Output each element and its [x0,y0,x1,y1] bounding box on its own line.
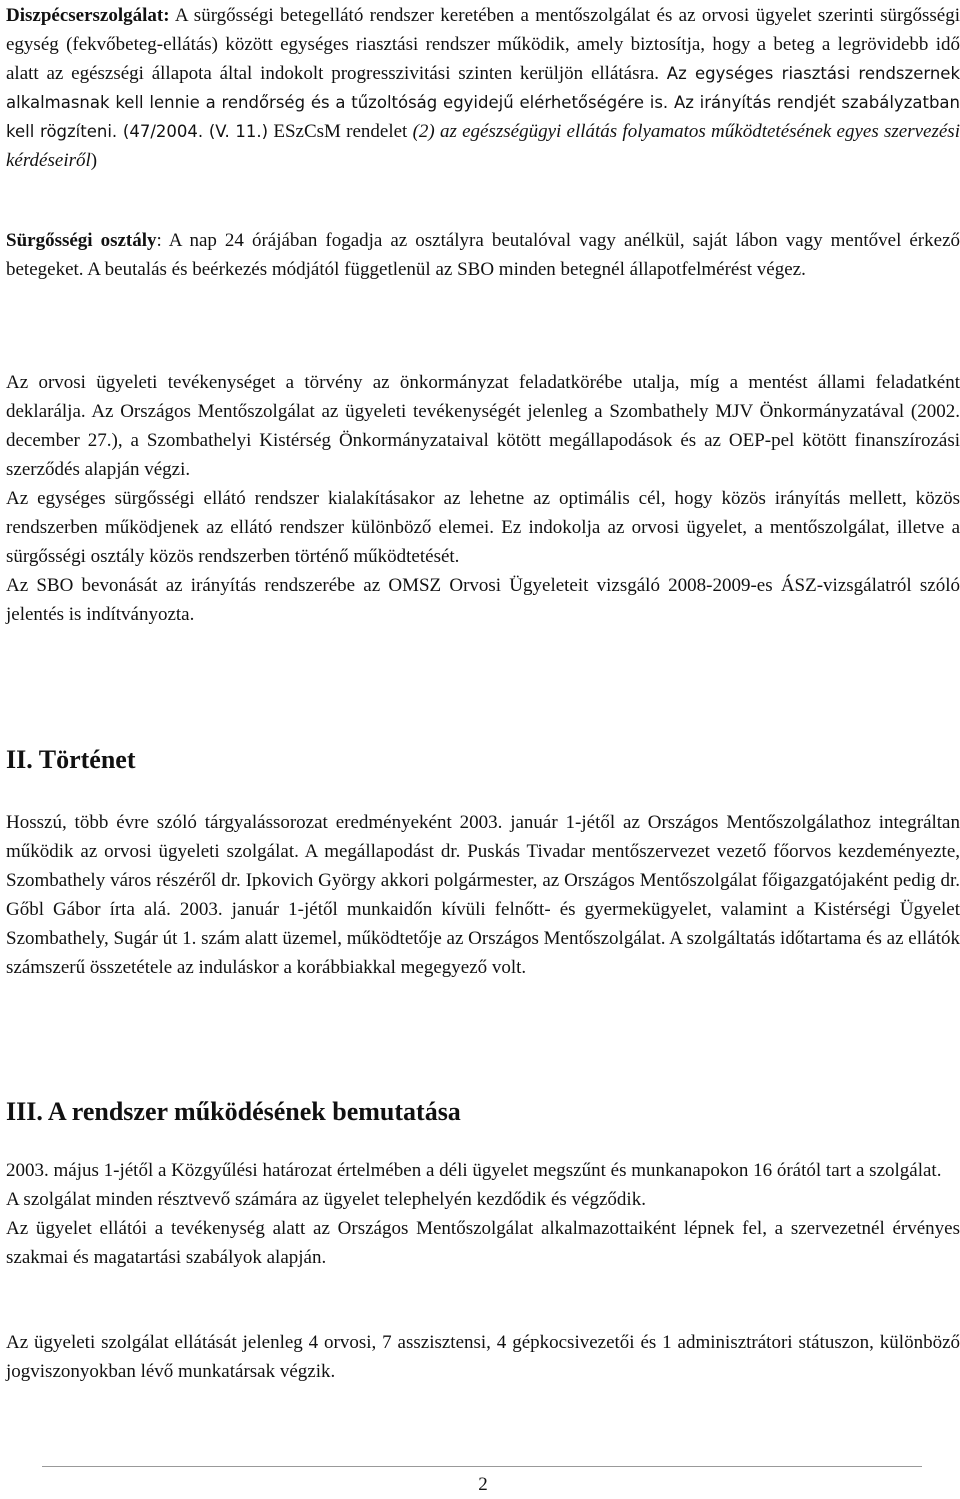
paragraph-surgossegi-osztaly [6,226,960,284]
heading-rendszer-mukodese: III. A rendszer működésének bemutatása [6,1097,461,1126]
paragraph-diszpecserszolgalat [6,1,960,175]
label-surgossegi-osztaly: Sürgősségi osztály [6,230,157,251]
paragraph-rendszer-2: A szolgálat minden résztvevő számára az ügyelet telephelyén kezdődik és végződik. [6,1189,646,1210]
paragraph-ugyelet-3: Az SBO bevonását az irányítás rendszerébe az OMSZ Orvosi Ügyeleteit vizsgáló 2008-2009-es ÁSZ-vizsgálatról szóló jelentés is indítványozta. [6,575,960,625]
paragraph-ugyelet-1: Az orvosi ügyeleti tevékenységet a törvény az önkormányzat feladatkörébe utalja, míg a mentést állami feladatként deklarálja. Az Országos Mentőszolgálat az ügyeleti tevékenységét jelenleg a Szombathely MJV Önkormányzatával (2002. december 27.), a Szombathelyi Kistérség Önkormányzataival kötött megállapodások és az OEP-pel kötött finanszírozási szerződés alapján végzi. [6,372,960,480]
paragraph-allomany: Az ügyeleti szolgálat ellátását jelenleg 4 orvosi, 7 asszisztensi, 4 gépkocsivezetői és 1 adminisztrátori státuszon, különböző jogviszonyokban lévő munkatársak végzik. [6,1332,960,1382]
section-rendszer [6,1156,960,1272]
heading-tortenet: II. Történet [6,745,136,774]
page-number: 2 [478,1474,488,1495]
text-diszpecser-1: A sürgősségi betegellátó rendszer keretében a mentőszolgálat és az orvosi ügyelet szerinti sürgősségi egység (fekvőbeteg-ellátás) között egységes riasztási rendszer működik, amely biztosítja, hogy a beteg a legrövidebb idő alatt az egészségi állapota által indokolt progresszivitási szinten kerüljön ellátásra. [6,5,960,84]
text-diszpecser-4: (2) az egészségügyi ellátás folyamatos működtetésének egyes szervezési kérdéseiről [6,121,960,171]
section-orvosi-ugyelet [6,368,960,629]
label-diszpecserszolgalat: Diszpécserszolgálat: [6,5,170,26]
text-diszpecser-2: Az egységes riasztási rendszernek alkalmasnak kell lennie a rendőrség és a tűzoltóság egyidejű elérhetőségére is. Az irányítás rendjét szabályzatban kell rögzíteni. (47/2004. (V. 11.) [6,64,960,141]
footer-divider [42,1466,922,1467]
paragraph-tortenet: Hosszú, több évre szóló tárgyalássorozat eredményeként 2003. január 1-jétől az Országos Mentőszolgálathoz integráltan működik az orvosi ügyeleti szolgálat. A megállapodást dr. Puskás Tivadar mentőszervezet vezető főorvos kezdeményezte, Szombathely város részéről dr. Ipkovich György akkori polgármester, az Országos Mentőszolgálat főigazgatójaként pedig dr. Gőbl Gábor írta alá. 2003. január 1-jétől munkaidőn kívüli felnőtt- és gyermekügyelet, valamint a Kistérségi Ügyelet Szombathely, Sugár út 1. szám alatt üzemel, működtetője az Országos Mentőszolgálat. A szolgáltatás időtartama és az ellátók számszerű összetétele az induláskor a korábbiakkal megegyező volt. [6,812,960,978]
text-diszpecser-3: ESzCsM rendelet [268,121,413,142]
text-surgossegi: : A nap 24 órájában fogadja az osztályra beutalóval vagy anélkül, saját lábon vagy mentővel érkező betegeket. A beutalás és beérkezés módjától függetlenül az SBO minden betegnél állapotfelmérést végez. [6,230,960,280]
text-diszpecser-5: ) [90,150,98,171]
paragraph-rendszer-1: 2003. május 1-jétől a Közgyűlési határozat értelmében a déli ügyelet megszűnt és munkanapokon 16 órától tart a szolgálat. [6,1160,942,1181]
paragraph-ugyelet-2: Az egységes sürgősségi ellátó rendszer kialakításakor az lehetne az optimális cél, hogy közös irányítás mellett, közös rendszerben működjenek az ellátó rendszer különböző elemei. Ez indokolja az orvosi ügyelet, a mentőszolgálat, illetve a sürgősségi osztály közös rendszerben történő működtetését. [6,488,960,567]
paragraph-rendszer-3: Az ügyelet ellátói a tevékenység alatt az Országos Mentőszolgálat alkalmazottaiként lépnek fel, a szervezetnél érvényes szakmai és magatartási szabályok alapján. [6,1218,960,1268]
